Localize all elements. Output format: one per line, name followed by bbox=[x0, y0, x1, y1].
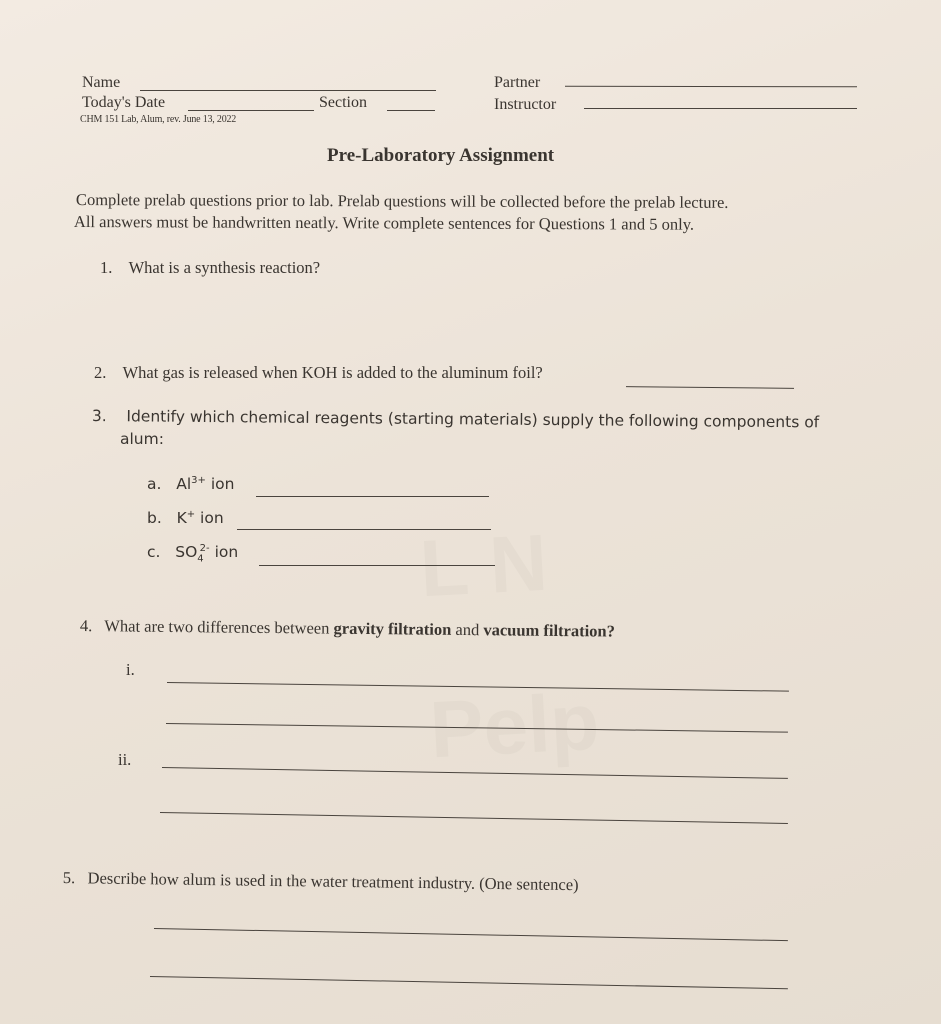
question-3b-charge: + bbox=[186, 509, 196, 520]
question-3a-charge: 3+ bbox=[191, 475, 206, 486]
question-3a bbox=[147, 475, 234, 493]
question-4-number: 4. bbox=[79, 616, 93, 636]
question-1 bbox=[100, 258, 320, 278]
question-3c-subscript: 4 bbox=[197, 553, 204, 565]
question-3b-suffix: ion bbox=[195, 509, 224, 528]
question-3c-base: SO bbox=[175, 543, 198, 562]
question-1-number: 1. bbox=[100, 258, 113, 277]
question-3b bbox=[147, 509, 224, 527]
question-3a-answer-line[interactable] bbox=[256, 496, 489, 497]
question-3c-charge: 2- bbox=[199, 543, 210, 554]
question-2-answer-line[interactable] bbox=[626, 386, 794, 389]
show-through-text-2: Pelp bbox=[427, 676, 602, 775]
partner-field[interactable] bbox=[565, 86, 857, 88]
instructions-line-1: Complete prelab questions prior to lab. Prelab questions will be collected before the prelab lecture. bbox=[75, 190, 729, 212]
question-3c-answer-line[interactable] bbox=[259, 565, 495, 566]
question-3b-answer-line[interactable] bbox=[237, 529, 491, 530]
question-4-ii-label: ii. bbox=[118, 750, 132, 769]
question-3a-letter: a. bbox=[147, 475, 162, 494]
question-3c-suffix: ion bbox=[209, 543, 239, 562]
question-2-number: 2. bbox=[94, 363, 107, 382]
name-field[interactable] bbox=[140, 90, 436, 91]
question-3 bbox=[92, 407, 819, 431]
question-4-bold-vacuum: vacuum filtration bbox=[483, 620, 607, 641]
question-4-bold-gravity: gravity filtration bbox=[333, 618, 452, 639]
question-3-text-line-2: alum: bbox=[120, 430, 164, 448]
question-4-text-pre: What are two differences between bbox=[104, 616, 334, 638]
question-3c-letter: c. bbox=[147, 543, 161, 562]
instructor-label: Instructor bbox=[494, 96, 557, 113]
question-5-number: 5. bbox=[62, 868, 76, 888]
question-5-answer-line-1[interactable] bbox=[154, 928, 788, 941]
question-5-text: Describe how alum is used in the water treatment industry. (One sentence) bbox=[87, 868, 579, 895]
question-3b-letter: b. bbox=[147, 509, 162, 528]
question-4-text-mid: and bbox=[451, 619, 484, 640]
page-title: Pre-Laboratory Assignment bbox=[327, 145, 555, 166]
question-4-text-post: ? bbox=[606, 621, 616, 641]
section-field[interactable] bbox=[387, 110, 435, 111]
partner-label: Partner bbox=[494, 74, 541, 91]
question-4-ii-answer-line-2[interactable] bbox=[160, 812, 788, 824]
section-label: Section bbox=[319, 94, 367, 111]
question-3a-base: Al bbox=[176, 475, 192, 494]
question-2 bbox=[94, 363, 543, 383]
question-3-number: 3. bbox=[91, 407, 107, 426]
question-3c bbox=[147, 543, 238, 564]
question-4 bbox=[80, 616, 615, 642]
date-field[interactable] bbox=[188, 110, 314, 111]
name-label: Name bbox=[82, 74, 121, 91]
course-info: CHM 151 Lab, Alum, rev. June 13, 2022 bbox=[80, 114, 237, 125]
instructor-field[interactable] bbox=[584, 108, 857, 109]
question-4-i-label: i. bbox=[126, 660, 135, 679]
question-1-text: What is a synthesis reaction? bbox=[128, 258, 321, 277]
question-2-text: What gas is released when KOH is added to the aluminum foil? bbox=[122, 363, 543, 382]
date-label: Today's Date bbox=[82, 94, 166, 111]
question-3b-base: K bbox=[176, 509, 187, 528]
instructions-line-2: All answers must be handwritten neatly. Write complete sentences for Questions 1 and 5 only. bbox=[73, 212, 695, 234]
question-5 bbox=[63, 868, 579, 895]
show-through-text: L N bbox=[417, 517, 550, 614]
question-3a-suffix: ion bbox=[205, 475, 235, 494]
question-3-text: Identify which chemical reagents (starting materials) supply the following components of bbox=[126, 407, 820, 432]
question-5-answer-line-2[interactable] bbox=[150, 976, 788, 989]
